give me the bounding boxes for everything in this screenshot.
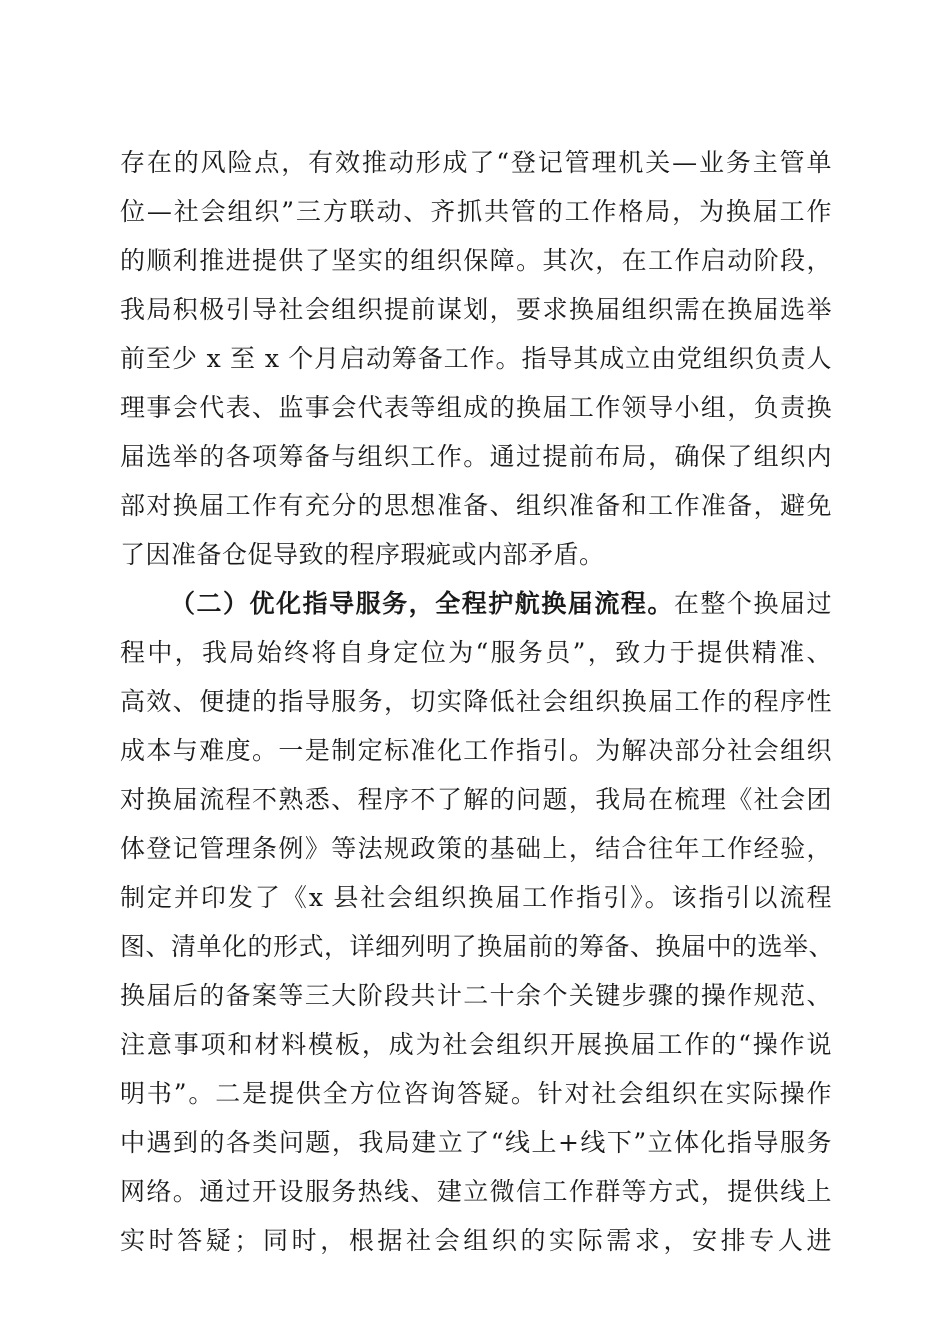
- section-heading: （二）优化指导服务，全程护航换届流程。: [170, 589, 674, 618]
- text-line: 位—社会组织”三方联动、齐抓共管的工作格局，为换届工作: [120, 197, 832, 226]
- text-line: 图、清单化的形式，详细列明了换届前的筹备、换届中的选举、: [120, 932, 835, 961]
- text-line: 体登记管理条例》等法规政策的基础上，结合往年工作经验，: [120, 834, 832, 863]
- text-line: 存在的风险点，有效推动形成了“登记管理机关—业务主管单: [120, 148, 832, 177]
- text-line: 注意事项和材料模板，成为社会组织开展换届工作的“操作说: [120, 1030, 832, 1059]
- text-line: 理事会代表、监事会代表等组成的换届工作领导小组，负责换: [120, 393, 832, 422]
- text-line: 程中，我局始终将自身定位为“服务员”，致力于提供精准、: [120, 638, 832, 667]
- text-line: 对换届流程不熟悉、程序不了解的问题，我局在梳理《社会团: [120, 785, 832, 814]
- text-line: 了因准备仓促导致的程序瑕疵或内部矛盾。: [120, 540, 605, 569]
- text-line: 我局积极引导社会组织提前谋划，要求换届组织需在换届选举: [120, 295, 832, 324]
- body-text: [120, 138, 835, 1265]
- paragraph-heading-line: [120, 579, 832, 628]
- text-line: 制定并印发了《x 县社会组织换届工作指引》。该指引以流程: [120, 883, 832, 912]
- text-line: 届选举的各项筹备与组织工作。通过提前布局，确保了组织内: [120, 442, 832, 471]
- text-line: 的顺利推进提供了坚实的组织保障。其次，在工作启动阶段，: [120, 246, 832, 275]
- text-line: 前至少 x 至 x 个月启动筹备工作。指导其成立由党组织负责人: [120, 344, 832, 373]
- text-line: 部对换届工作有充分的思想准备、组织准备和工作准备，避免: [120, 491, 832, 520]
- text-line: 换届后的备案等三大阶段共计二十余个关键步骤的操作规范、: [120, 981, 832, 1010]
- text-line: 实时答疑；同时，根据社会组织的实际需求，安排专人进: [120, 1226, 832, 1255]
- text-line: 明书”。二是提供全方位咨询答疑。针对社会组织在实际操作: [120, 1079, 832, 1108]
- text-line: 高效、便捷的指导服务，切实降低社会组织换届工作的程序性: [120, 687, 832, 716]
- text-line: 中遇到的各类问题，我局建立了“线上+线下”立体化指导服务: [120, 1128, 832, 1157]
- text-line: 成本与难度。一是制定标准化工作指引。为解决部分社会组织: [120, 736, 832, 765]
- text-line: 网络。通过开设服务热线、建立微信工作群等方式，提供线上: [120, 1177, 832, 1206]
- text-fragment: 在整个换届过: [673, 589, 832, 618]
